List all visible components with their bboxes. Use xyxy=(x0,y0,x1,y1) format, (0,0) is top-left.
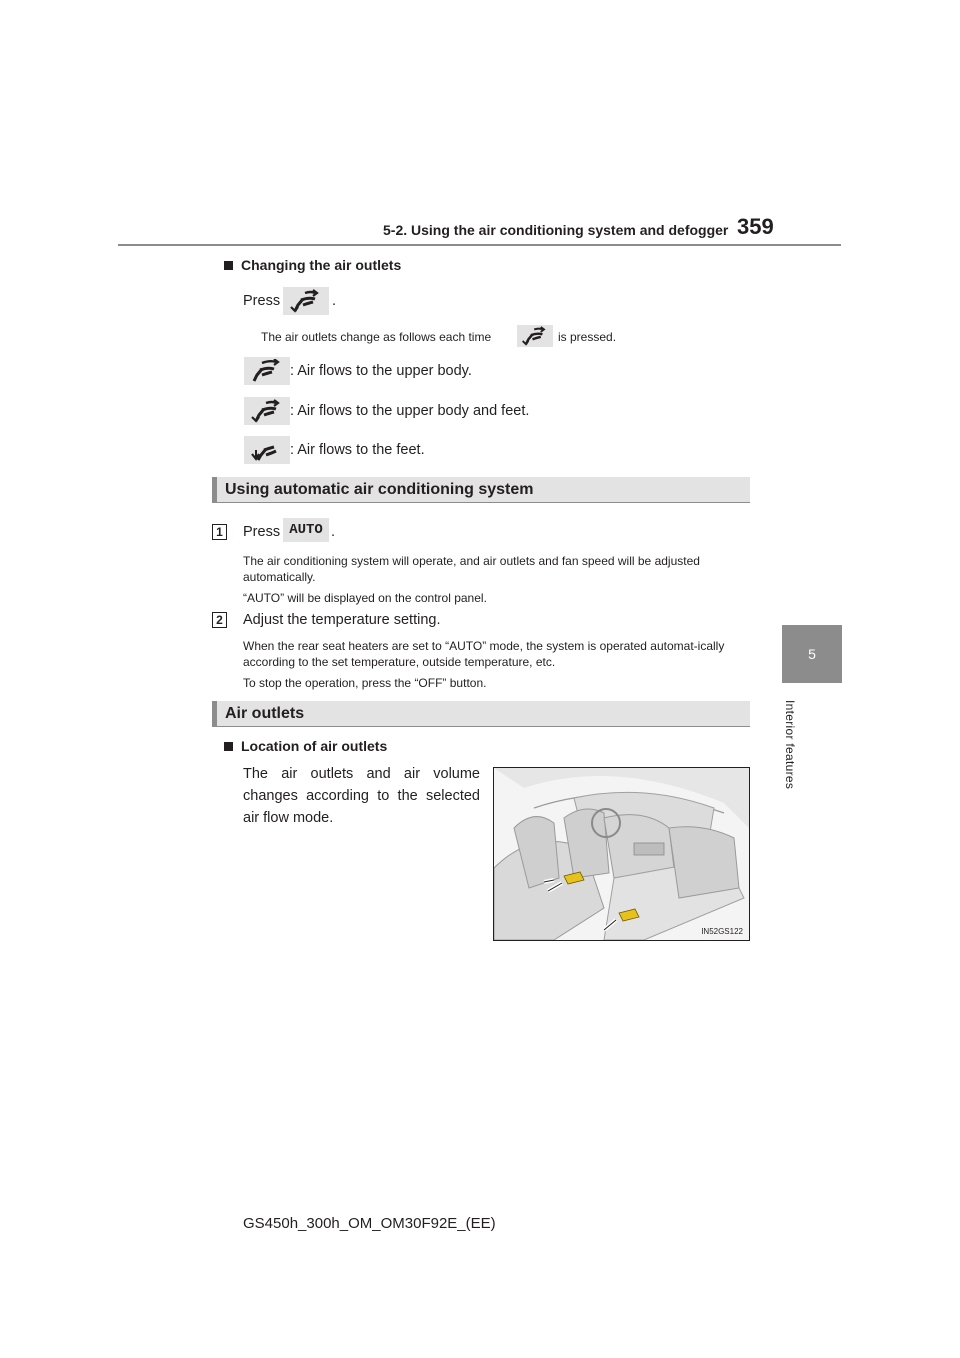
changing-outlets-heading-text: Changing the air outlets xyxy=(241,257,402,273)
outlets-subheading xyxy=(224,738,387,754)
chapter-number: 5 xyxy=(808,646,816,662)
figure-code: IN52GS122 xyxy=(701,927,743,936)
upper-body-and-feet-airflow-icon xyxy=(244,397,290,425)
square-bullet-icon xyxy=(224,742,233,751)
step-1-note-2: “AUTO” will be displayed on the control panel. xyxy=(243,591,487,605)
outlets-subheading-text: Location of air outlets xyxy=(241,738,388,754)
auto-button-label: AUTO xyxy=(283,518,329,542)
document-code: GS450h_300h_OM_OM30F92E_(EE) xyxy=(243,1215,496,1232)
auto-section-title: Using automatic air conditioning system xyxy=(225,481,534,498)
mode-feet-text: : Air flows to the feet. xyxy=(290,442,425,458)
air-flow-mode-icon xyxy=(289,289,323,313)
outlets-body-text: The air outlets and air volume changes according to the selected air flow mode. xyxy=(243,766,480,826)
changing-outlets-heading xyxy=(224,257,401,273)
step-2-note-1: When the rear seat heaters are set to “AUTO” mode, the system is operated automat-ically according to the set temperature, outside temperature, etc. xyxy=(243,639,725,669)
auto-section-title-bar xyxy=(212,477,750,503)
step-number-2: 2 xyxy=(212,612,227,628)
step-2-text: Adjust the temperature setting. xyxy=(243,612,441,628)
page-number: 359 xyxy=(737,214,774,239)
chapter-label: Interior features xyxy=(783,700,797,790)
airflow-note-prefix: The air outlets change as follows each time xyxy=(261,330,492,344)
step-1-press-suffix: . xyxy=(331,524,336,540)
step-1-note-1: The air conditioning system will operate, and air outlets and fan speed will be adjusted automatically. xyxy=(243,554,700,584)
car-interior-drawing xyxy=(494,768,749,940)
step-number-1: 1 xyxy=(212,524,227,540)
press-prefix: Press xyxy=(243,293,281,309)
outlets-section-title: Air outlets xyxy=(225,705,305,722)
section-header-title: 5-2. Using the air conditioning system and defogger xyxy=(383,222,729,238)
air-flow-mode-button-icon xyxy=(283,287,329,315)
car-interior-illustration xyxy=(493,767,750,941)
airflow-note-suffix: is pressed. xyxy=(558,330,617,344)
feet-airflow-icon xyxy=(244,436,290,464)
step-1-press-prefix: Press xyxy=(243,524,281,540)
press-suffix: . xyxy=(332,293,337,309)
mode-upper-body-feet-text: : Air flows to the upper body and feet. xyxy=(290,403,530,419)
upper-body-airflow-icon xyxy=(244,357,290,385)
outlets-section-title-bar xyxy=(212,701,750,727)
mode-upper-body-text: : Air flows to the upper body. xyxy=(290,363,472,379)
header-divider xyxy=(118,244,841,246)
chapter-label-container xyxy=(783,700,803,800)
square-bullet-icon xyxy=(224,261,233,270)
step-2-note-2: To stop the operation, press the “OFF” button. xyxy=(243,676,487,690)
air-flow-mode-inline-icon xyxy=(517,325,553,347)
chapter-tab xyxy=(782,625,842,683)
air-flow-mode-icon xyxy=(521,326,549,346)
press-airflow-instruction xyxy=(243,293,280,309)
